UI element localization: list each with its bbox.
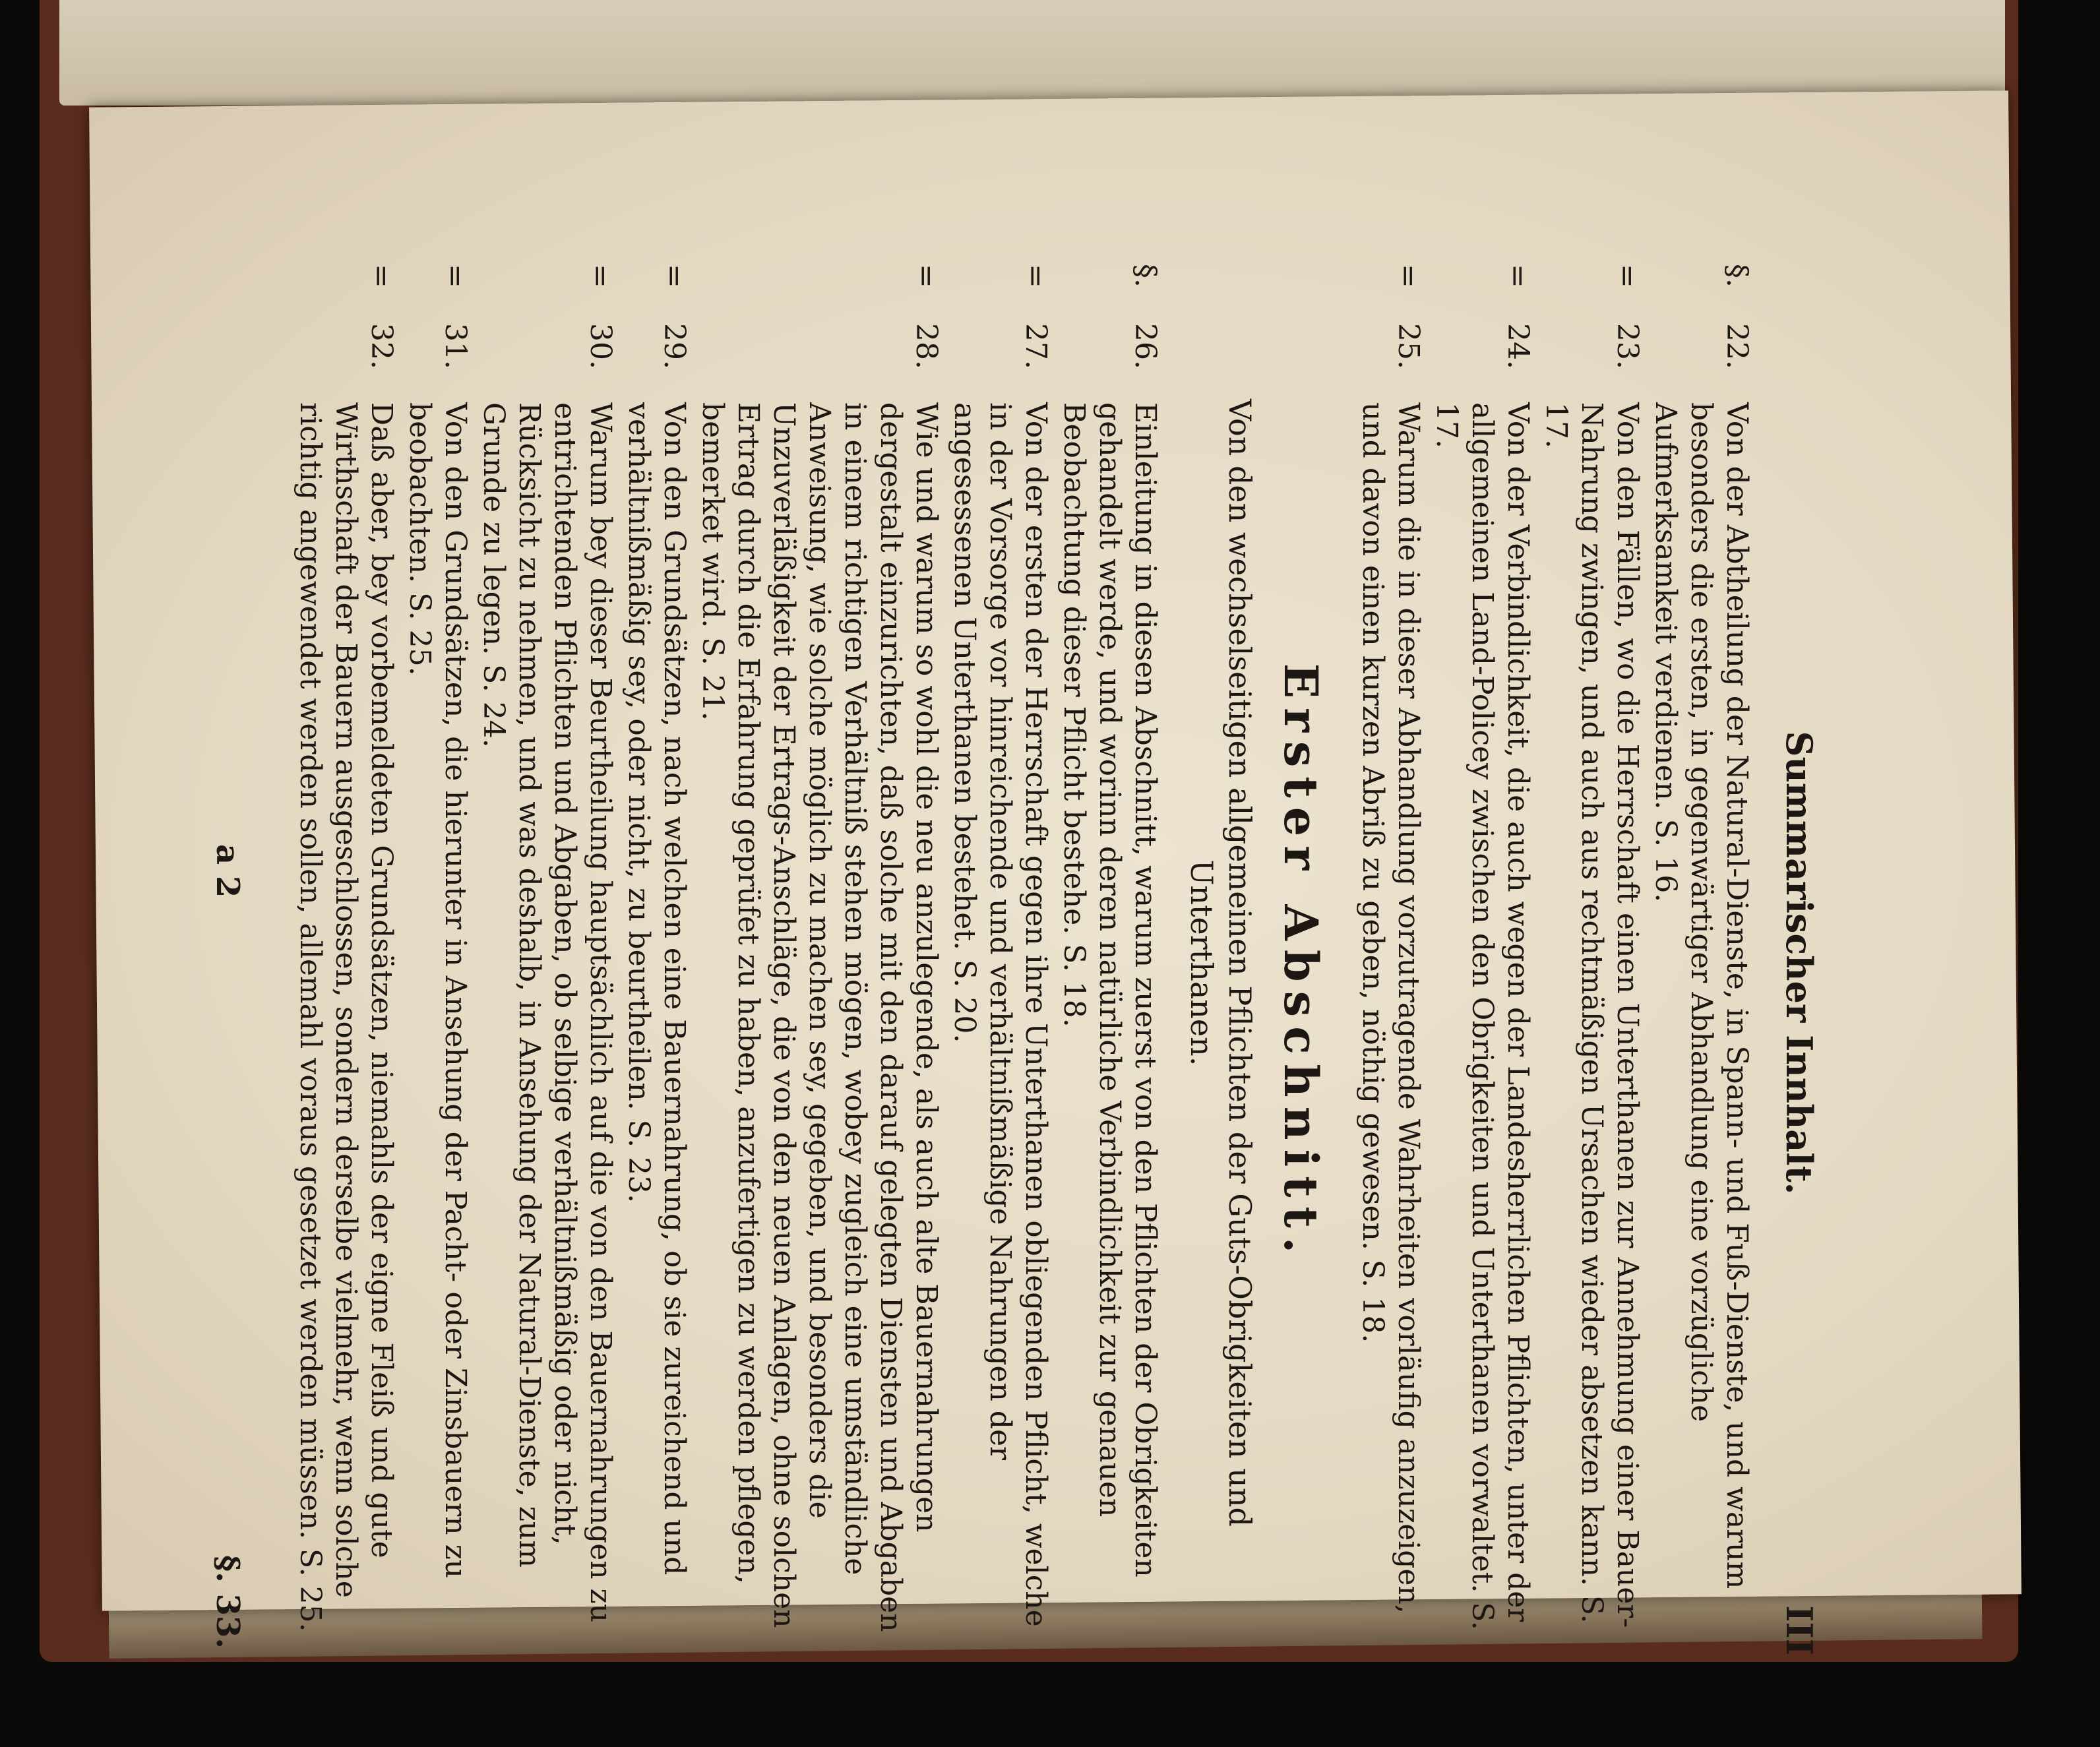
- entry-number: 32.: [365, 323, 398, 369]
- entry-number: 24.: [1501, 323, 1535, 369]
- entry-mark: =: [1019, 264, 1053, 288]
- entry-text: Wie und warum so wohl die neu anzulegende, als auch alte Bauernahrungen dergestalt einzurichten, daß solche mit den darauf gelegten Diensten und Abgaben in einem richtigen Verhältniß stehen mögen, wobey zugleich eine umständliche Anweisung, wie solche möglich zu machen sey, gegeben, und besonders die Unzuverläßigkeit der Ertrags-Anschläge, die von den neuen Anlagen, ohne solchen Ertrag durch die Erfahrung geprüfet zu haben, anzufertigen zu werden pflegen, bemerket wird. S. 21.: [696, 402, 943, 1632]
- entry-text: Warum bey dieser Beurtheilung hauptsächlich auf die von den Bauernahrungen zu entrichtenden Pflichten und Abgaben, ob selbige verhältnißmäßig oder nicht, Rücksicht zu nehmen, und was deshalb, in Ansehung der Natural-Dienste, zum Grunde zu legen. S. 24.: [477, 402, 617, 1623]
- contents-entry: [292, 264, 399, 1662]
- entry-number: 31.: [439, 323, 472, 369]
- entry-number: 23.: [1611, 323, 1644, 369]
- contents-entry: [946, 264, 1053, 1662]
- entry-mark: =: [584, 264, 617, 288]
- entry-number: 30.: [584, 323, 617, 369]
- entry-mark: =: [1392, 264, 1425, 288]
- contents-entry: [1648, 264, 1754, 1662]
- entry-text: Von der ersten der Herrschaft gegen ihre Unterthanen obliegenden Pflicht, welche in der Vorsorge vor hinreichende und verhältnißmäßige Nahrungen der angesessenen Unterthanen bestehet. S. 20.: [948, 402, 1053, 1627]
- entry-mark: =: [365, 264, 398, 288]
- contents-entry: [621, 264, 692, 1662]
- facing-leaf: [59, 0, 2005, 106]
- contents-list-after: [292, 264, 1163, 1662]
- entry-mark: §.: [1128, 264, 1162, 288]
- running-head: [1754, 264, 1827, 1662]
- entry-text: Von der Verbindlichkeit, die auch wegen der Landesherrlichen Pflichten, unter der allgemeinen Land-Policey zwischen den Obrigkeiten und Unterthanen vorwaltet. S. 17.: [1430, 402, 1535, 1630]
- entry-text: Warum die in dieser Abhandlung vorzutragende Wahrheiten vorläufig anzuzeigen, und davon einen kurzen Abriß zu geben, nöthig gewesen. S. 18.: [1356, 402, 1425, 1614]
- section-heading: Erster Abschnitt.: [1274, 663, 1328, 1263]
- contents-entry: [476, 264, 618, 1662]
- entry-text: Einleitung in diesen Abschnitt, warum zuerst von den Pflichten der Obrigkeiten gehandelt werde, und worinn deren natürliche Verbindlichkeit zur genauen Beobachtung dieser Pflicht bestehe. S. 18.: [1057, 402, 1162, 1578]
- entry-text: Daß aber, bey vorbemeldeten Grundsätzen, niemahls der eigne Fleiß und gute Wirthschaft der Bauern ausgeschlossen, sondern derselbe vielmehr, wenn solche richtig angewendet werden sollen, allemahl voraus gesetzet werden müssen. S. 25.: [293, 402, 398, 1632]
- entry-number: 22.: [1720, 323, 1754, 369]
- entry-mark: =: [1611, 264, 1644, 288]
- contents-entry: [1429, 264, 1535, 1662]
- entry-number: 29.: [658, 323, 691, 369]
- contents-entry: [1355, 264, 1426, 1662]
- entry-number: 28.: [910, 323, 943, 369]
- entry-text: Von den Grundsätzen, nach welchen eine Bauernahrung, ob sie zureichend und verhältnißmäßig sey, oder nicht, zu beurtheilen. S. 23.: [622, 402, 691, 1576]
- contents-list-before: [1355, 264, 1754, 1662]
- contents-entry: [1538, 264, 1645, 1662]
- entry-mark: =: [658, 264, 691, 288]
- contents-entry: [402, 264, 473, 1662]
- entry-text: Von der Abtheilung der Natural-Dienste, in Spann- und Fuß-Dienste, und warum besonders die ersten, in gegenwärtiger Abhandlung eine vorzügliche Aufmerksamkeit verdienen. S. 16.: [1649, 402, 1754, 1589]
- signature-mark: a 2: [209, 844, 246, 898]
- entry-text: Von den Fällen, wo die Herrschaft einen Unterthanen zur Annehmung einer Bauer-Nahrung zwingen, und auch aus rechtmäßigen Ursachen wieder absetzen kann. S. 17.: [1539, 402, 1644, 1628]
- page-number: III: [1778, 1605, 1820, 1655]
- entry-number: 27.: [1019, 323, 1053, 369]
- entry-mark: =: [1501, 264, 1535, 288]
- entry-number: 25.: [1392, 323, 1425, 369]
- printed-text-rotated: [209, 264, 1827, 1662]
- entry-mark: =: [910, 264, 943, 288]
- contents-entry: [695, 264, 944, 1662]
- entry-number: 26.: [1128, 323, 1162, 369]
- entry-text: Von den Grundsätzen, die hierunter in Ansehung der Pacht- oder Zinsbauern zu beobachten. S. 25.: [403, 402, 472, 1579]
- entry-mark: §.: [1720, 264, 1754, 288]
- section-subtitle: Von den wechselseitigen allgemeinen Pflichten der Guts-Obrigkeiten und Unterthanen.: [1184, 399, 1258, 1527]
- entry-mark: =: [439, 264, 472, 288]
- running-title: Summarischer Innhalt.: [1778, 731, 1820, 1195]
- page-footer: [193, 264, 246, 1662]
- contents-entry: [1056, 264, 1163, 1662]
- catchword: §. 33.: [209, 1554, 246, 1649]
